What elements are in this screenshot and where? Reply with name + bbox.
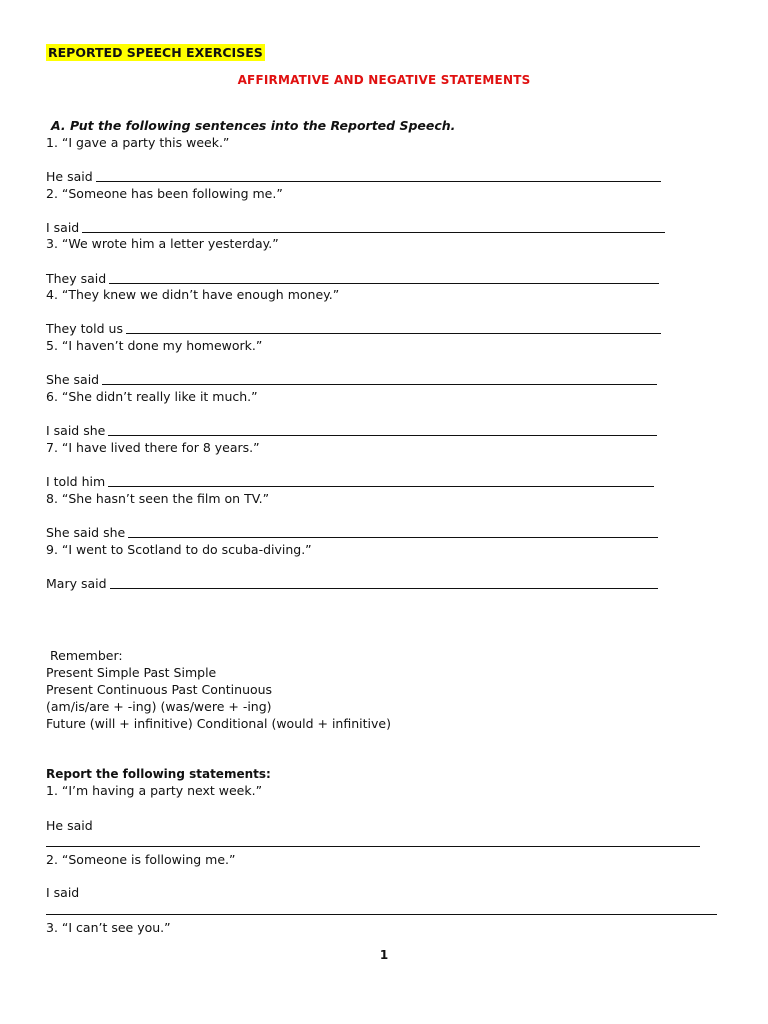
document-title: REPORTED SPEECH EXERCISES xyxy=(48,45,263,60)
exercise-b-prompt-1: He said xyxy=(46,818,93,833)
exercise-a-sentence-8: 8. “She hasn’t seen the film on TV.” xyxy=(46,491,270,506)
exercise-b-instruction: Report the following statements: xyxy=(46,767,271,781)
answer-blank-line[interactable] xyxy=(128,537,658,538)
answer-prompt: I told him xyxy=(46,474,106,489)
exercise-a-sentence-3: 3. “We wrote him a letter yesterday.” xyxy=(46,236,279,251)
answer-blank-line[interactable] xyxy=(109,283,659,284)
answer-blank-line[interactable] xyxy=(126,333,661,334)
exercise-a-answer-2[interactable] xyxy=(46,220,665,236)
exercise-a-answer-9[interactable] xyxy=(46,576,658,592)
remember-rule: Present Simple Past Simple xyxy=(46,665,217,680)
answer-blank-line[interactable] xyxy=(102,384,657,385)
answer-blank-line[interactable] xyxy=(108,435,657,436)
remember-rule: Future (will + infinitive) Conditional (would + infinitive) xyxy=(46,716,391,731)
exercise-a-sentence-9: 9. “I went to Scotland to do scuba-diving.” xyxy=(46,542,312,557)
answer-blank-line[interactable] xyxy=(82,232,665,233)
answer-blank-line[interactable] xyxy=(110,588,658,589)
answer-blank-line[interactable] xyxy=(46,914,717,915)
remember-title: Remember: xyxy=(50,648,123,663)
exercise-a-sentence-1: 1. “I gave a party this week.” xyxy=(46,135,230,150)
exercise-a-sentence-2: 2. “Someone has been following me.” xyxy=(46,186,283,201)
exercise-a-sentence-4: 4. “They knew we didn’t have enough money.” xyxy=(46,287,340,302)
exercise-a-answer-8[interactable] xyxy=(46,525,658,541)
exercise-a-answer-1[interactable] xyxy=(46,169,661,185)
answer-prompt: Mary said xyxy=(46,576,107,591)
exercise-b-prompt-2: I said xyxy=(46,885,80,900)
exercise-a-sentence-5: 5. “I haven’t done my homework.” xyxy=(46,338,263,353)
answer-prompt: They told us xyxy=(46,321,123,336)
answer-prompt: He said xyxy=(46,169,93,184)
exercise-a-answer-3[interactable] xyxy=(46,271,659,287)
page-number: 1 xyxy=(379,948,389,962)
exercise-a-answer-6[interactable] xyxy=(46,423,657,439)
section-title: AFFIRMATIVE AND NEGATIVE STATEMENTS xyxy=(237,73,531,87)
answer-blank-line[interactable] xyxy=(108,486,654,487)
remember-rule: (am/is/are + -ing) (was/were + -ing) xyxy=(46,699,272,714)
exercise-a-answer-7[interactable] xyxy=(46,474,654,490)
answer-prompt: I said she xyxy=(46,423,106,438)
answer-blank-line[interactable] xyxy=(46,846,700,847)
answer-prompt: She said she xyxy=(46,525,126,540)
exercise-a-instruction: A. Put the following sentences into the Reported Speech. xyxy=(51,118,456,133)
exercise-a-answer-5[interactable] xyxy=(46,372,657,388)
answer-blank-line[interactable] xyxy=(96,181,661,182)
exercise-a-sentence-7: 7. “I have lived there for 8 years.” xyxy=(46,440,260,455)
exercise-a-answer-4[interactable] xyxy=(46,321,661,337)
answer-prompt: She said xyxy=(46,372,100,387)
exercise-b-sentence-3: 3. “I can’t see you.” xyxy=(46,920,171,935)
exercise-b-sentence-2: 2. “Someone is following me.” xyxy=(46,852,236,867)
exercise-a-sentence-6: 6. “She didn’t really like it much.” xyxy=(46,389,258,404)
answer-prompt: They said xyxy=(46,271,107,286)
remember-rule: Present Continuous Past Continuous xyxy=(46,682,273,697)
exercise-b-sentence-1: 1. “I’m having a party next week.” xyxy=(46,783,263,798)
answer-prompt: I said xyxy=(46,220,80,235)
